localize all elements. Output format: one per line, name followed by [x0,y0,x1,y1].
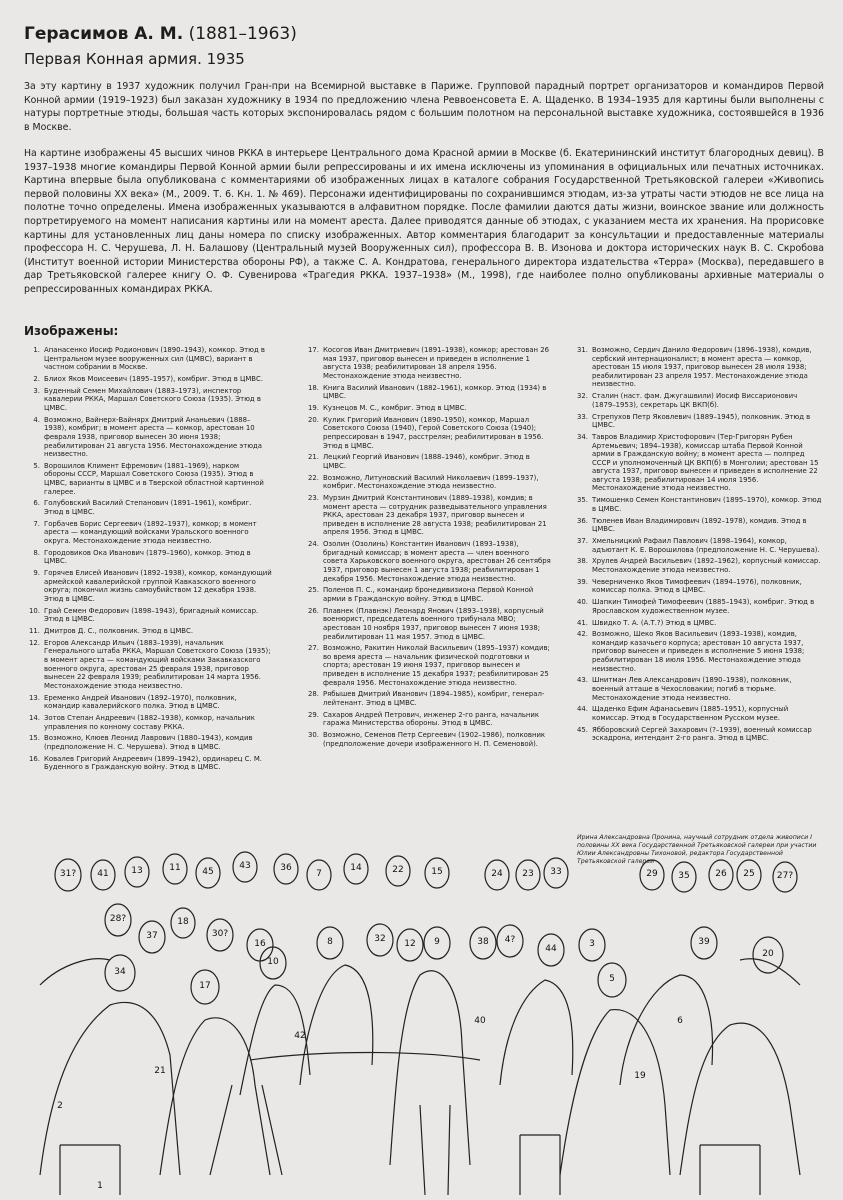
sketch-number-label: 1 [97,1181,103,1191]
list-item-text: Книга Василий Иванович (1882–1961), комкор. Этюд (1934) в ЦМВС. [323,383,547,401]
list-item [303,586,551,603]
list-item-number: 12. [29,638,40,647]
list-item [572,496,822,513]
author-credit: Ирина Александровна Пронина, научный сотрудник отдела живописи I половины XX века Государственной Третьяковской галереи при участии Юлии Александровны Тихоновой, редактора Государственной Третьяковской галереи [577,834,817,865]
sketch-number-label: 17 [199,981,211,991]
list-item-text: Буденный Семен Михайлович (1883–1973), инспектор кавалерии РККА, Маршал Советского Союза (1935). Этюд в ЦМВС. [44,386,261,412]
sketch-number-label: 39 [698,937,710,947]
list-item [24,499,272,516]
list-item-number: 29. [308,710,319,719]
list-item-text: Возможно, Литуновский Василий Николаевич (1899–1937), комбриг. Местонахождение этюда неизвестно. [323,473,539,491]
list-item-number: 22. [308,473,319,482]
list-item-number: 26. [308,606,319,615]
list-item [24,569,272,603]
list-item-number: 28. [308,690,319,699]
list-item [303,690,551,707]
list-item [303,453,551,470]
list-item [572,392,822,409]
list-item-text: Шапкин Тимофей Тимофеевич (1885–1943), комбриг. Этюд в Ярославском художественном музее. [592,598,815,615]
sketch-number-label: 7 [316,869,322,879]
list-item-text: Егоров Александр Ильич (1883–1939), начальник Генерального штаба РККА, Маршал Советского Союза (1935); в момент ареста — командующий войсками Закавказского военного округа, арестован 25 февраля 1938, приговор вынесен 22 февраля 1939; реабилитирован 14 марта 1956. Местонахождение этюда неизвестно. [44,638,271,690]
list-item-text: Поленов П. С., командир бронедивизиона Первой Конной армии в Гражданскую войну. Этюд в ЦМВС. [323,586,534,603]
sketch-number-label: 31? [59,869,77,879]
list-item-number: 40. [577,598,588,607]
list-item-text: Озолин (Озолинь) Константин Иванович (1893–1938), бригадный комиссар; в момент ареста — член военного совета Харьковского военного округа, арестован 26 сентября 1937, приговор вынесен 1 августа 1938; реабилитирован 1 декабря 1956. Местонахождение этюда неизвестно. [323,540,551,583]
list-item [303,711,551,728]
list-item-number: 2. [33,374,40,383]
list-item [24,627,272,636]
sketch-number-label: 32 [374,934,386,944]
sketch-number-label: 4? [504,935,516,945]
list-item [572,578,822,595]
sketch-number-label: 24 [491,869,503,879]
list-item-number: 18. [308,383,319,392]
list-item-text: Грай Семен Федорович (1898–1943), бригадный комиссар. Этюд в ЦМВС. [44,606,259,624]
list-item-text: Лецкий Георгий Иванович (1888–1946), комбриг. Этюд в ЦМВС. [323,453,530,470]
list-item-number: 3. [33,386,40,395]
sketch-number-label: 23 [522,869,534,879]
list-item-text: Чеверниченко Яков Тимофеевич (1894–1976), полковник, комиссар полка. Этюд в ЦМВС. [592,577,802,595]
sketch-number-label: 10 [267,957,279,967]
sketch-number-label: 25 [743,869,755,879]
list-item-text: Дмитров Д. С., полковник. Этюд в ЦМВС. [44,627,194,636]
list-item [24,346,272,372]
list-item-number: 6. [33,499,40,508]
list-item [24,714,272,731]
sketch-number-label: 29 [646,869,658,879]
artwork-title: Первая Конная армия. 1935 [24,50,245,68]
list-item [572,557,822,574]
list-item [24,734,272,751]
page-title [24,24,297,44]
list-item [303,346,551,380]
sketch-number-label: 22 [392,865,404,875]
list-item-number: 4. [33,415,40,424]
list-item [572,705,822,722]
sketch-number-label: 40 [474,1016,486,1026]
list-item-number: 15. [29,734,40,743]
list-item-text: Кулик Григорий Иванович (1890–1950), комкор, Маршал Советского Союза (1940), Герой Советского Союза (1940); репрессирован в 1947, расстрелян; реабилитирован в 1956. Этюд в ЦМВС. [323,415,544,450]
list-column-1 [24,346,272,775]
list-item [24,639,272,691]
sketch-number-label: 2 [57,1101,63,1111]
sketch-number-label: 35 [678,871,690,881]
list-item-number: 11. [29,627,40,636]
sketch-number-label: 34 [114,967,126,977]
sketch-number-label: 20 [762,949,774,959]
list-item-text: Тюленев Иван Владимирович (1892–1978), комдив. Этюд в ЦМВС. [592,516,807,534]
list-item [303,540,551,583]
list-column-2 [303,346,551,752]
sketch-number-label: 11 [169,863,181,873]
sketch-number-label: 9 [434,937,440,947]
list-item [303,731,551,748]
list-item [572,598,822,615]
list-item-text: Апанасенко Иосиф Родионович (1890–1943), комкор. Этюд в Центральном музее вооруженных сил (ЦМВС), вариант в частном собрании в Москве. [44,346,265,372]
list-item-text: Городовиков Ока Иванович (1879–1960), комкор. Этюд в ЦМВС. [44,548,251,566]
sketch-number-label: 42 [294,1031,306,1041]
list-item-text: Хмельницкий Рафаил Павлович (1898–1964), комкор, адъютант К. Е. Ворошилова (предположение Н. С. Черушева). [592,537,820,554]
sketch-number-label: 45 [202,867,214,877]
sketch-number-label: 21 [154,1066,166,1076]
list-item-number: 37. [577,537,588,545]
list-item-text: Зотов Степан Андреевич (1882–1938), комкор, начальник управления по конному составу РККА. [44,714,255,731]
list-item-text: Швидко Т. А. (А.Т.?) Этюд в ЦМВС. [592,618,717,627]
list-item-number: 20. [308,415,319,424]
list-item-number: 13. [29,693,40,702]
list-item-text: Возможно, Сердич Данило Федорович (1896–1938), комдив, сербский интернационалист; в момент ареста — комкор, арестован 15 июля 1937, приговор вынесен 28 июля 1938; реабилитирован 23 апреля 1957. Местонахождение этюда неизвестно. [592,346,812,389]
list-item-text: Плавнек (Плавнэк) Леонард Янович (1893–1938), корпусный военюрист, председатель военного трибунала МВО; арестован 10 ноября 1937, приговор вынесен 7 июня 1938; реабилитирован 11 мая 1957. Этюд в ЦМВС. [323,606,544,641]
sketch-number-label: 8 [327,937,333,947]
list-item-number: 30. [308,731,319,740]
sketch-number-label: 41 [97,869,109,879]
sketch-number-label: 27? [776,871,794,881]
list-item [24,416,272,459]
sketch-number-label: 36 [280,863,292,873]
list-item [303,404,551,413]
list-item-number: 1. [33,346,40,354]
sketch-figures [40,852,800,1195]
list-item-text: Шнитман Лев Александрович (1890–1938), полковник, военный атташе в Чехословакии; погиб в тюрьме. Местонахождение этюда неизвестно. [592,676,792,702]
list-item-text: Горбачев Борис Сергеевич (1892–1937), комкор; в момент ареста — командующий войсками Уральского военного округа. Местонахождение этюда неизвестно. [44,519,257,545]
list-item-text: Горячев Елисей Иванович (1892–1938), комкор, командующий армейской кавалерийской группой Кавказского военного округа; покончил жизнь самоубийством 12 декабря 1938. Этюд в ЦМВС. [44,569,272,603]
sketch-number-label: 44 [545,944,557,954]
list-item [572,619,822,628]
list-column-3 [572,346,822,746]
sketch-number-label: 5 [609,974,615,984]
sketch-number-label: 14 [350,863,362,873]
sketch-number-label: 30? [211,929,229,939]
list-item-number: 14. [29,714,40,722]
list-item-number: 38. [577,557,588,566]
list-item-text: Мурзин Дмитрий Константинович (1889–1938), комдив; в момент ареста — сотрудник разведывательного управления РККА, арестован 23 декабря 1937, приговор вынесен и приведен в исполнение 28 августа 1938; реабилитирован 21 апреля 1956. Этюд в ЦМВС. [323,494,547,537]
list-item-number: 42. [577,630,588,639]
list-item-number: 21. [308,453,319,462]
sketch-number-label: 38 [477,937,489,947]
list-item-text: Возможно, Семенов Петр Сергеевич (1902–1986), полковник (предположение дочери изображенного Н. П. Семеновой). [323,731,546,748]
list-item-number: 5. [33,461,40,470]
list-item-text: Возможно, Ракитин Николай Васильевич (1895–1937) комдив; во время ареста — начальник физической подготовки и спорта; арестован 19 июня 1937, приговор вынесен и приведен в исполнение 15 декабря 1937; реабилитирован 25 февраля 1956. Местонахождение этюда неизвестно. [323,644,550,687]
list-item-number: 23. [308,494,319,503]
list-item-text: Рябышев Дмитрий Иванович (1894–1985), комбриг, генерал-лейтенант. Этюд в ЦМВС. [323,690,545,708]
list-item-number: 41. [577,618,588,627]
sketch-number-label: 3 [589,939,595,949]
list-item [24,549,272,566]
list-item-text: Щаденко Ефим Афанасьевич (1885–1951), корпусный комиссар. Этюд в Государственном Русском музее. [592,705,789,722]
list-item [303,474,551,491]
sketch-number-label: 33 [550,867,562,877]
list-item-text: Блиох Яков Моисеевич (1895–1957), комбриг. Этюд в ЦМВС. [44,374,264,383]
list-item-number: 36. [577,516,588,525]
list-item [24,520,272,546]
list-item [24,387,272,413]
list-item [24,607,272,624]
list-item-number: 27. [308,644,319,653]
list-item [303,384,551,401]
sketch-number-label: 18 [177,917,189,927]
list-item-number: 24. [308,540,319,549]
list-item-number: 17. [308,346,319,354]
sketch-number-label: 13 [131,866,143,876]
list-item-text: Ворошилов Климент Ефремович (1881–1969), нарком обороны СССР, Маршал Советского Союза (1935). Этюд в ЦМВС, варианты в ЦМВС и в Тверской областной картинной галерее. [44,461,264,496]
list-item-number: 44. [577,705,588,714]
sketch-number-label: 19 [634,1071,646,1081]
list-item-number: 8. [33,548,40,557]
list-item [24,375,272,384]
sketch-number-label: 16 [254,939,266,949]
list-item [572,346,822,389]
list-item [303,416,551,450]
list-item-number: 39. [577,577,588,586]
list-item [572,537,822,554]
artist-name: Герасимов А. М. [24,24,184,44]
list-item-number: 32. [577,392,588,401]
list-item [24,694,272,711]
list-item-text: Тавров Владимир Христофорович (Тер-Григорян Рубен Артемьевич; 1894–1938), комиссар штаба Первой Конной армии в Гражданскую войну; в момент ареста — полпред СССР и уполномоченный ЦК ВКП(б) в Монголии; арестован 15 августа 1937, приговор вынесен и приведен в исполнение 22 августа 1938; реабилитирован 14 июля 1956. Местонахождение этюда неизвестно. [592,432,819,493]
list-item-text: Сталин (наст. фам. Джугашвили) Иосиф Виссарионович (1879–1953), секретарь ЦК ВКП(б). [592,392,798,409]
list-item-number: 10. [29,606,40,615]
list-item-text: Кузнецов М. С., комбриг. Этюд в ЦМВС. [323,403,467,412]
painting-outline-sketch [0,845,843,1200]
sketch-number-label: 12 [404,939,416,949]
list-item-text: Ковалев Григорий Андреевич (1899–1942), ординарец С. М. Буденного в Гражданскую войну. Этюд в ЦМВС. [44,754,262,772]
list-item [572,517,822,534]
list-item-text: Возможно, Вайнерх-Вайнярх Дмитрий Ананьевич (1888–1938), комбриг; в момент ареста — комкор, арестован 10 февраля 1938, приговор вынесен 30 июня 1938; реабилитирован 21 августа 1956. Местонахождение этюда неизвестно. [44,415,263,459]
list-item [572,726,822,743]
list-item [572,413,822,430]
sketch-number-label: 28? [109,914,127,924]
list-item-number: 33. [577,412,588,421]
artist-years: (1881–1963) [188,24,297,44]
list-item-number: 45. [577,725,588,734]
sketch-number-label: 15 [431,867,443,877]
list-item-number: 43. [577,676,588,685]
list-item [572,433,822,493]
list-heading: Изображены: [24,324,119,338]
list-item-number: 19. [308,403,319,412]
list-item-number: 9. [33,569,40,578]
sketch-number-label: 43 [239,861,251,871]
list-item [24,462,272,496]
list-item-text: Стрепухов Петр Яковлевич (1889–1945), полковник. Этюд в ЦМВС. [592,412,811,430]
list-item-text: Косогов Иван Дмитриевич (1891–1938), комкор; арестован 26 мая 1937, приговор вынесен и приведен в исполнение 1 августа 1938; реабилитирован 18 апреля 1956. Местонахождение этюда неизвестно. [323,346,550,380]
list-item-number: 31. [577,346,588,354]
list-item-number: 35. [577,496,588,505]
sketch-number-labels [57,861,793,1191]
list-item-text: Возможно, Клюев Леонид Лаврович (1880–1943), комдив (предположение Н. С. Черушева). Этюд в ЦМВС. [44,734,253,751]
list-item-number: 16. [29,754,40,763]
list-item [24,755,272,772]
list-item [303,494,551,537]
sketch-number-label: 6 [677,1016,683,1026]
sketch-number-label: 26 [715,869,727,879]
list-item-number: 34. [577,432,588,441]
list-item [303,644,551,687]
list-item-text: Хрулев Андрей Васильевич (1892–1962), корпусный комиссар. Местонахождение этюда неизвестно. [592,557,821,574]
list-item-text: Голубовский Василий Степанович (1891–1961), комбриг. Этюд в ЦМВС. [44,499,252,517]
list-item [572,676,822,702]
list-item [303,607,551,641]
list-item [572,630,822,673]
sketch-number-label: 37 [146,931,158,941]
list-item-text: Сахаров Андрей Петрович, инженер 2-го ранга, начальник гаража Министерства обороны. Этюд в ЦМВС. [323,710,540,728]
list-item-text: Возможно, Шеко Яков Васильевич (1893–1938), комдив, командир казачьего корпуса; арестован 10 августа 1937, приговор вынесен и приведен в исполнение 5 июня 1938; реабилитирован 18 июля 1956. Местонахождение этюда неизвестно. [592,630,805,673]
list-item-number: 7. [33,519,40,528]
list-item-number: 25. [308,586,319,595]
list-item-text: Еременко Андрей Иванович (1892–1970), полковник, командир кавалерийского полка. Этюд в ЦМВС. [44,693,237,711]
description-paragraph: На картине изображены 45 высших чинов РККА в интерьере Центрального дома Красной армии в Москве (б. Екатерининский институт благородных девиц). В 1937–1938 многие командиры Первой Конной армии были репрессированы и их имена исключены из упоминания в официальных или печатных источниках. Картина впервые была опубликована с комментариями об изображенных лицах в каталоге собрания Государственной Третьяковской галереи «Живопись первой половины XX века» (М., 2009. Т. 6. Кн. 1. № 469). Персонажи идентифицированы по сохранившимся этюдам, из-за утраты части этюдов не все лица на полотне точно определены. Имена изображенных указываются в алфавитном порядке. После фамилии даются даты жизни, воинское звание или должность портретируемого на момент написания картины или на момент ареста. Далее приводятся данные об этюдах, с указанием места их хранения. На прорисовке картины для установленных лиц даны номера по списку изображенных. Автор комментария благодарит за консультации и предоставленные материалы профессора Н. С. Черушева, Л. Н. Балашову (Центральный музей Вооруженных сил), профессора В. В. Изонова и доктора исторических наук В. С. Скробова (Институт военной истории Министерства обороны РФ), а также С. А. Кондратова, генерального директора издательства «Терра» (Москва), передавшего в дар Третьяковской галерее книгу О. Ф. Сувенирова «Трагедия РККА. 1937–1938» (М., 1998), где наиболее полно опубликованы архивные материалы о репрессированных командирах РККА. [24,148,824,295]
intro-paragraph: За эту картину в 1937 художник получил Гран-при на Всемирной выставке в Париже. Групповой парадный портрет организаторов и командиров Первой Конной армии (1919–1923) был заказан художнику в 1934 по предложению члена Реввоенсовета Е. А. Щаденко. В 1934–1935 для картины были выполнены с натуры портретные этюды, большая часть которых экспонировалась рядом с большим полотном на персональной выставке художника, состоявшейся в 1936 в Москве. [24,81,824,133]
list-item-text: Ябборовский Сергей Захарович (?–1939), военный комиссар эскадрона, интендант 2-го ранга. Этюд в ЦМВС. [592,725,812,743]
list-item-text: Тимошенко Семен Константинович (1895–1970), комкор. Этюд в ЦМВС. [592,496,822,513]
